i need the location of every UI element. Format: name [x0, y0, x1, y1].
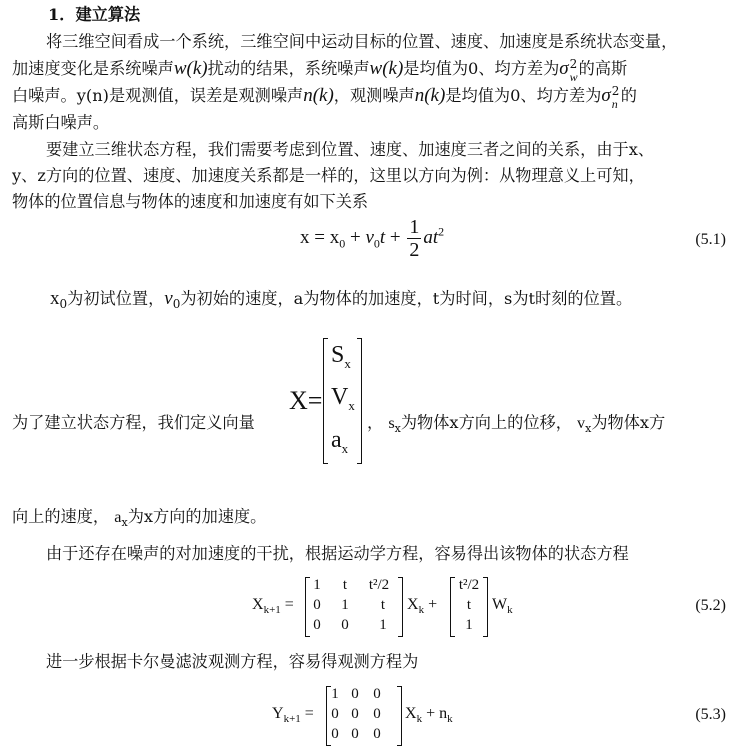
- var-v: v: [365, 226, 374, 248]
- sub: 0: [373, 236, 380, 251]
- var-v: v: [577, 414, 586, 432]
- para1-line3: [12, 84, 637, 111]
- cell: t: [466, 597, 472, 613]
- cell: 0: [331, 706, 339, 722]
- cell: 0: [313, 597, 321, 613]
- vec-s: $S_x$: [331, 342, 351, 371]
- eq2-wk: $W_k$: [492, 596, 513, 617]
- math-n-k: n(k): [303, 85, 334, 106]
- sub: 0: [59, 297, 68, 312]
- para1-line4: 高斯白噪声。: [12, 113, 110, 132]
- text: 为初试位置，: [67, 289, 165, 308]
- text: 白噪声。y(n)是观测值，误差是观测噪声: [12, 86, 304, 105]
- text: 为初始的速度，a为物体的加速度，t为时间，s为t时刻的位置。: [180, 289, 633, 308]
- var-a: a: [114, 508, 122, 526]
- para3: 由于还存在噪声的对加速度的干扰，根据运动学方程，容易得出该物体的状态方程: [46, 544, 629, 563]
- math-n-k: n(k): [414, 85, 446, 106]
- bracket-left: [323, 338, 328, 464]
- math-w-k: w(k): [173, 58, 208, 79]
- math-w-k: w(k): [369, 58, 404, 79]
- op: +: [385, 226, 406, 248]
- var-v: v: [164, 288, 173, 309]
- text: 是均值为0、均方差为: [445, 86, 602, 105]
- eq-number-5-3: (5.3): [695, 706, 726, 723]
- cell: 0: [373, 726, 381, 742]
- var-X: X: [289, 386, 308, 415]
- cell: 0: [341, 617, 349, 633]
- var-at: at: [423, 226, 439, 248]
- cell: 1: [313, 577, 321, 593]
- cell: 1: [465, 617, 473, 633]
- section-heading: 1．建立算法: [48, 5, 141, 24]
- cell: t: [342, 577, 348, 593]
- vec-v: $V_x$: [331, 384, 355, 413]
- sub: 0: [172, 297, 181, 312]
- text: 为物体x方向上的位移，: [400, 413, 572, 432]
- eq-lhs: x = x: [300, 226, 340, 248]
- cell: 1: [331, 686, 339, 702]
- para1-line1: 将三维空间看成一个系统，三维空间中运动目标的位置、速度、加速度是系统状态变量，: [46, 32, 678, 51]
- vector-prefix: 为了建立状态方程，我们定义向量: [12, 413, 255, 432]
- sup: 2: [438, 224, 445, 239]
- eq-number-5-2: (5.2): [695, 597, 726, 614]
- text: 向上的速度，: [12, 507, 110, 526]
- text: ，: [367, 413, 384, 432]
- eq2-xk: $X_k$ +: [407, 596, 438, 617]
- bracket-right: [357, 338, 362, 464]
- var-t: t: [379, 226, 386, 248]
- eq3-matrix: [328, 686, 400, 746]
- cell: 0: [373, 686, 381, 702]
- cell: 0: [373, 706, 381, 722]
- sub: x: [585, 422, 592, 436]
- var-x: x: [50, 288, 60, 309]
- sup-sub: 2 n: [611, 84, 620, 111]
- para1-line2: [12, 57, 628, 84]
- eq2-lhs: $X_{k+1}$ =: [252, 596, 294, 617]
- cell: 0: [331, 726, 339, 742]
- para4: 进一步根据卡尔曼滤波观测方程，容易得观测方程为: [46, 652, 419, 671]
- cell: 0: [351, 686, 359, 702]
- text: 的高斯: [578, 59, 628, 78]
- sub: x: [121, 516, 128, 530]
- eq3-rhs: $X_k + n_k$: [405, 705, 453, 726]
- text: 扰动的结果，系统噪声: [207, 59, 370, 78]
- equation-5-1: [300, 216, 444, 261]
- cell: t²/2: [458, 577, 480, 593]
- para2-line2: y、z方向的位置、速度、加速度关系都是一样的，这里以方向为例：从物理意义上可知，: [12, 166, 645, 185]
- eq-number-5-1: (5.1): [695, 231, 726, 248]
- vector-line2: [12, 506, 266, 534]
- sub: 0: [339, 236, 346, 251]
- cell: t: [380, 597, 386, 613]
- para2-line1: 要建立三维状态方程，我们需要考虑到位置、速度、加速度三者之间的关系，由于x、: [46, 140, 655, 159]
- op-eq: =: [307, 386, 323, 415]
- cell: 1: [379, 617, 387, 633]
- text: ，观测噪声: [333, 86, 415, 105]
- eq2-matrix: [308, 577, 400, 637]
- sup-sub: 2 w: [569, 57, 578, 84]
- cell: 0: [313, 617, 321, 633]
- cell: t²/2: [368, 577, 390, 593]
- vector-definitions: [367, 412, 665, 440]
- math-sigma: σ: [601, 85, 611, 106]
- math-sigma: σ: [559, 58, 569, 79]
- text: 为物体x方: [591, 413, 666, 432]
- text: 是均值为0、均方差为: [403, 59, 560, 78]
- eq3-lhs: $Y_{k+1}$ =: [272, 705, 314, 726]
- eq2-column: [452, 577, 486, 637]
- para2-line3: 物体的位置信息与物体的速度和加速度有如下关系: [12, 192, 369, 211]
- cell: 0: [351, 726, 359, 742]
- text: 的: [620, 86, 637, 105]
- op: +: [345, 226, 366, 248]
- sub: x: [394, 422, 401, 436]
- text: 加速度变化是系统噪声: [12, 59, 174, 78]
- fraction: $\frac{1}{2}$: [409, 216, 420, 261]
- definition-line: [50, 288, 632, 315]
- cell: 1: [341, 597, 349, 613]
- text: 为x方向的加速度。: [127, 507, 267, 526]
- vec-a: $a_x$: [331, 427, 349, 456]
- vector-X: [289, 386, 322, 416]
- var-s: s: [388, 414, 395, 432]
- cell: 0: [351, 706, 359, 722]
